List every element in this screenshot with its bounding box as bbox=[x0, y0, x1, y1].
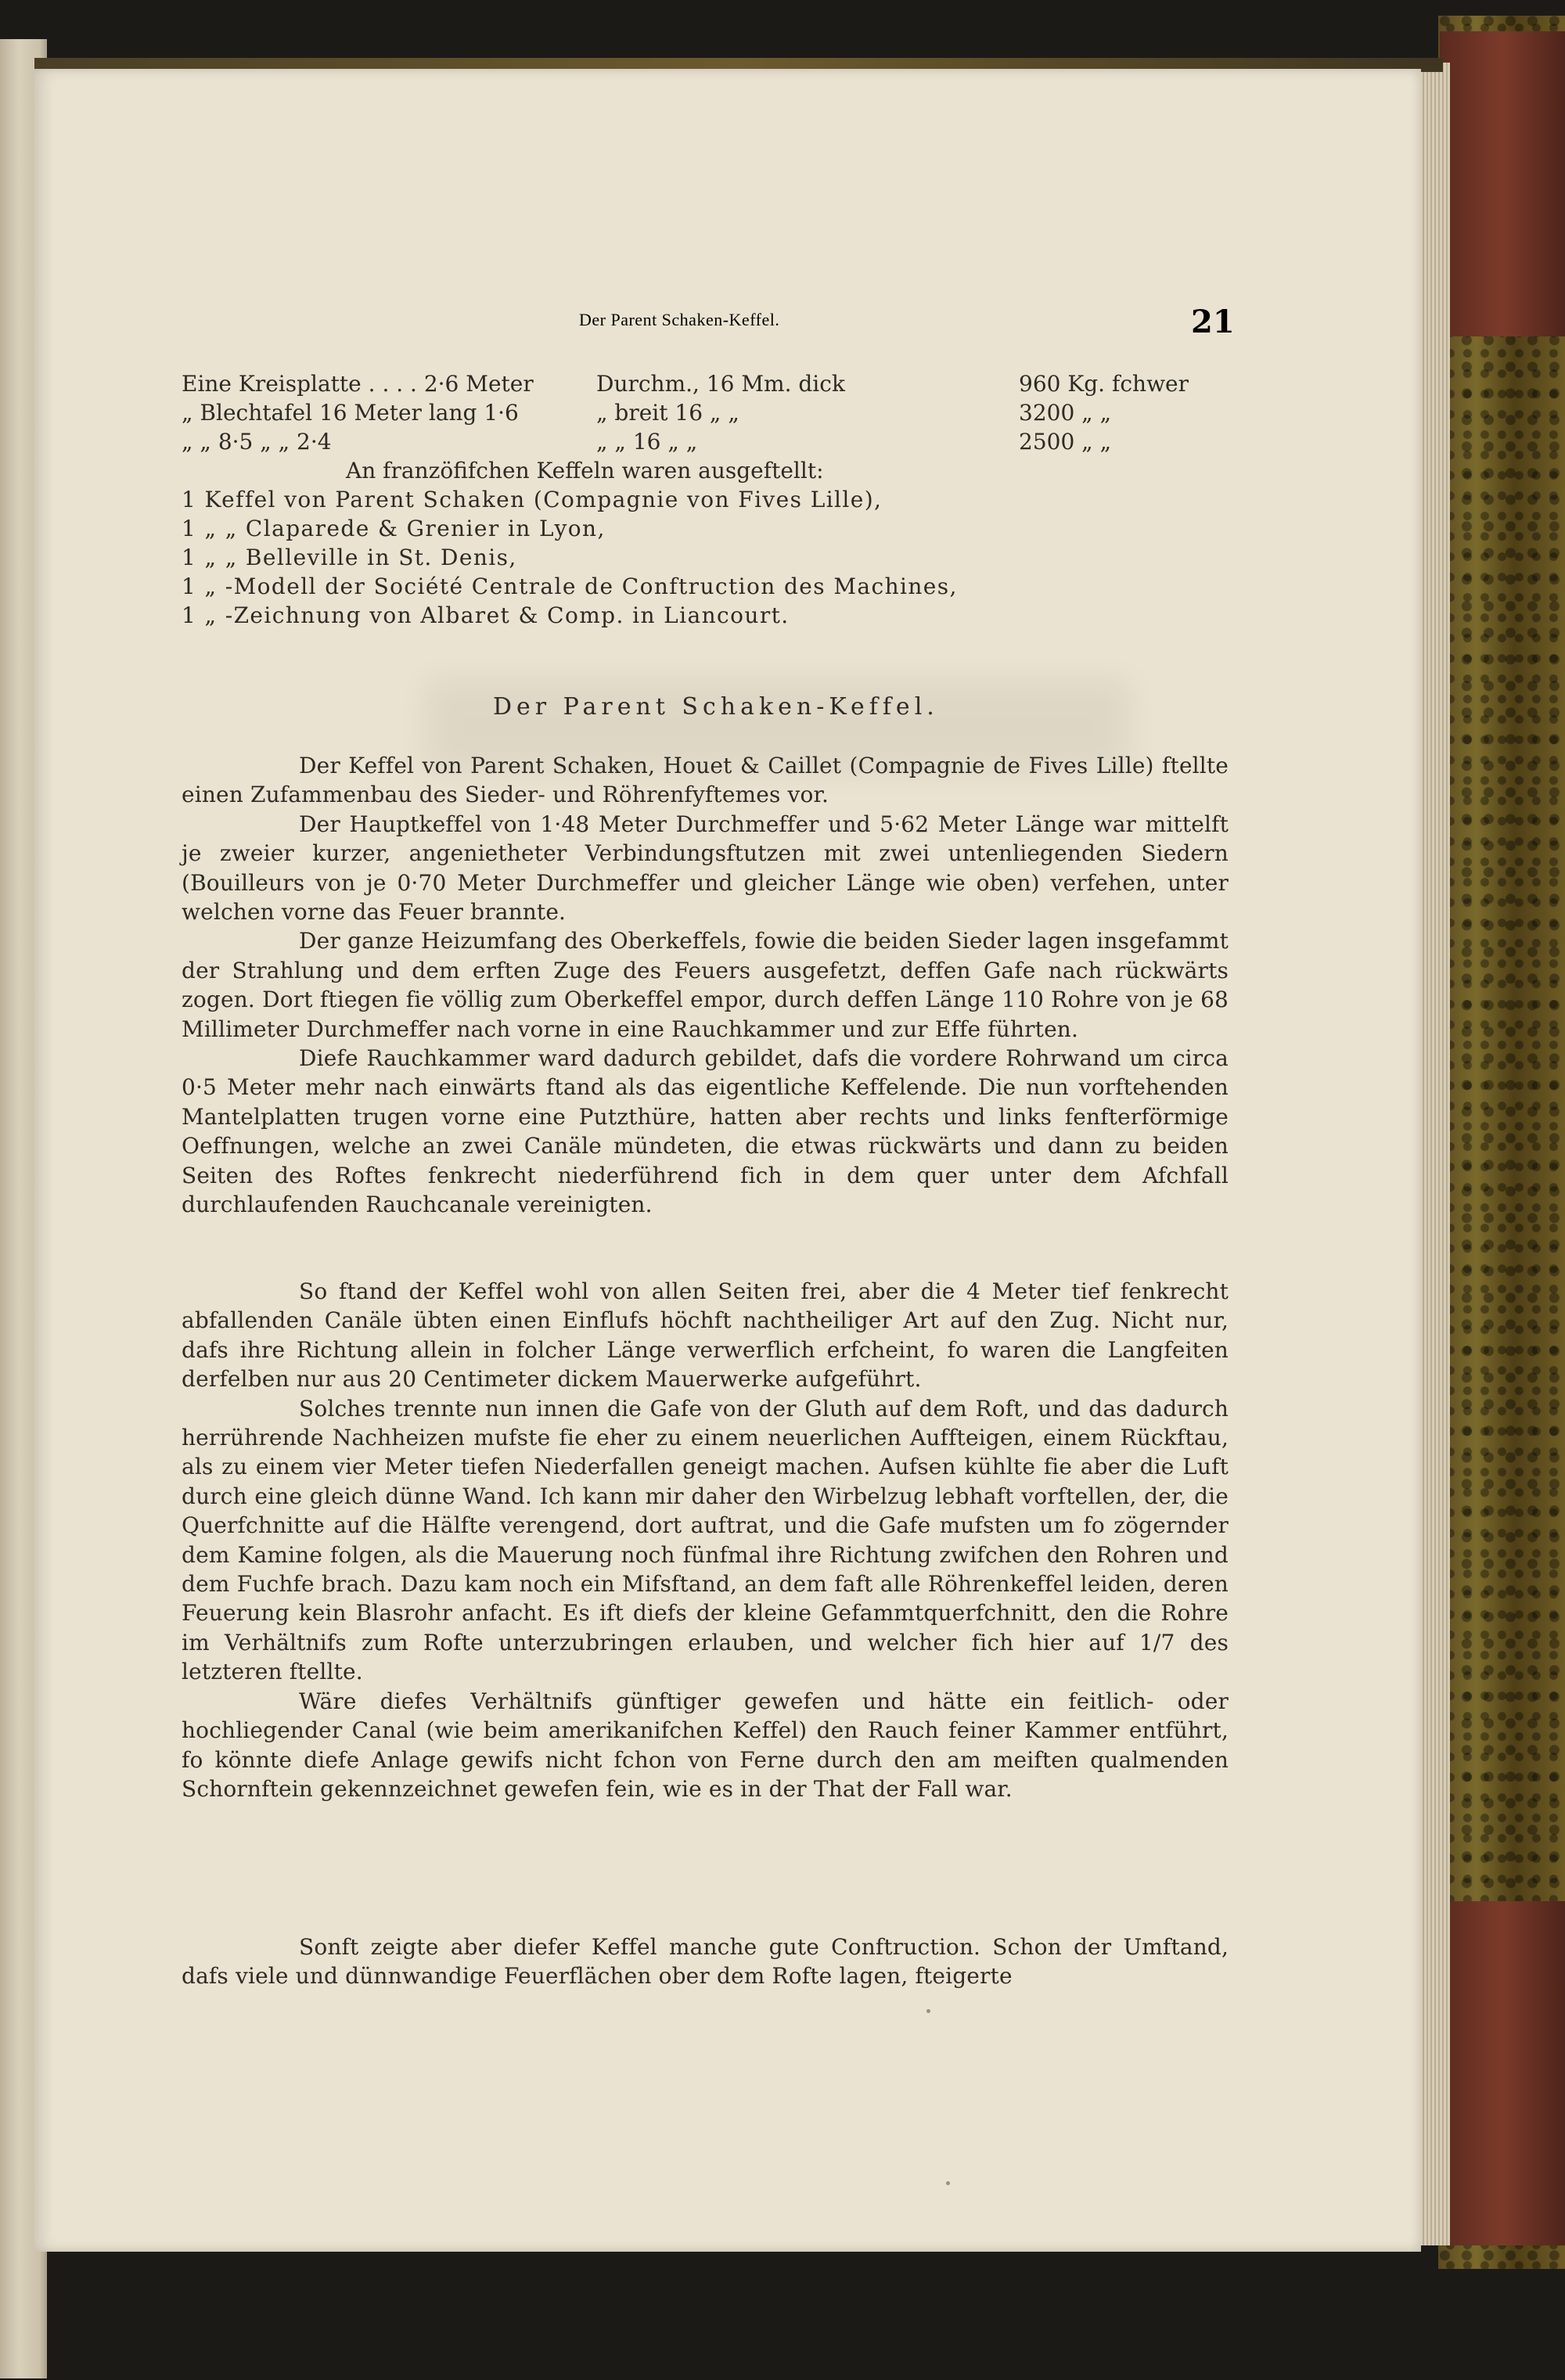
spec-cell: 2500 „ „ bbox=[1019, 429, 1112, 455]
paragraph bbox=[182, 1394, 1229, 1687]
section-title: Der Parent Schaken-Keffel. bbox=[493, 693, 939, 721]
spec-cell: Durchm., 16 Mm. dick bbox=[596, 371, 845, 397]
exhibit-list-item: 1 „ -Modell der Société Centrale de Conftruction des Machines, bbox=[182, 573, 958, 599]
paragraph-text: Solches trennte nun innen die Gafe von der Gluth auf dem Roft, und das dadurch herrührende Nachheizen mufste fie eher zu einem neuerlichen Auffteigen, einem Rückftau, als zu einem vier Meter tiefen Niederfallen geneigt machen. Aufsen kühlte fie aber die Luft durch eine gleich dünne Wand. Ich kann mir daher den Wirbelzug lebhaft vorftellen, der, die Querfchnitte auf die Hälfte verengend, dort auftrat, und die Gafe mufsten um fo zögernder dem Kamine folgen, als die Mauerung noch fünfmal ihre Richtung zwifchen den Rohren und dem Fuchfe brach. Dazu kam noch ein Mifsftand, an dem faft alle Röhrenkeffel leiden, deren Feuerung kein Blasrohr anfacht. Es ift diefs der kleine Gefammtquerfchnitt, den die Rohre im Verhältnifs zum Rofte unterzubringen erlauben, und welcher fich hier auf bbox=[182, 1395, 1229, 1656]
spec-cell: 960 Kg. fchwer bbox=[1019, 371, 1189, 397]
exhibit-intro: An franzöfifchen Keffeln waren ausgeftellt: bbox=[346, 458, 824, 484]
spec-row bbox=[182, 369, 1235, 398]
paragraph: Der Keffel von Parent Schaken, Houet & Caillet (Compagnie de Fives Lille) ftellte einen Zufammenbau des Sieder- und Röhrenfyftemes vor. bbox=[182, 753, 1229, 808]
paragraph: So ftand der Keffel wohl von allen Seiten frei, aber die 4 Meter tief fenkrecht abfallenden Canäle übten einen Einflufs höchft nachtheiliger Art auf den Zug. Nicht nur, dafs ihre Richtung allein in folcher Länge verwerflich erfcheint, fo waren die Langfeiten derfelben nur aus 20 Centimeter dickem Mauerwerke aufgeführt. bbox=[182, 1278, 1229, 1393]
spec-cell: Eine Kreisplatte . . . . 2·6 Meter bbox=[182, 371, 534, 397]
exhibit-list-item: 1 „ -Zeichnung von Albaret & Comp. in Liancourt. bbox=[182, 602, 790, 628]
running-head: Der Parent Schaken-Keffel. bbox=[579, 310, 780, 329]
paper-speck bbox=[946, 2181, 950, 2185]
spec-cell: „ „ 8·5 „ „ 2·4 bbox=[182, 429, 332, 455]
body-block bbox=[182, 751, 1229, 1220]
exhibit-list-item: 1 „ „ Claparede & Grenier in Lyon, bbox=[182, 516, 606, 541]
paragraph-text: des letzteren ftellte. bbox=[182, 1629, 1229, 1685]
exhibit-list-item: 1 Keffel von Parent Schaken (Compagnie von Fives Lille), bbox=[182, 487, 883, 512]
paragraph: Diefe Rauchkammer ward dadurch gebildet, dafs die vordere Rohrwand um circa 0·5 Meter mehr nach einwärts ftand als das eigentliche Keffelende. Die nun vorftehenden Mantelplatten trugen vorne eine Putzthüre, hatten aber rechts und links fenfterförmige Oeffnungen, welche an zwei Canäle mündeten, die etwas rückwärts und dann zu beiden Seiten des Roftes fenkrecht niederführend fich in dem quer unter dem Afchfall durchlaufenden Rauchcanale vereinigten. bbox=[182, 1045, 1229, 1218]
paragraph: Sonft zeigte aber diefer Keffel manche gute Conftruction. Schon der Umftand, dafs viele und dünnwandige Feuerflächen ober dem Rofte lagen, fteigerte bbox=[182, 1934, 1229, 1990]
exhibit-list-item: 1 „ „ Belleville in St. Denis, bbox=[182, 545, 517, 570]
paragraph: Der ganze Heizumfang des Oberkeffels, fowie die beiden Sieder lagen insgefammt der Strahlung und dem erften Zuge des Feuers ausgefetzt, deffen Gafe nach rückwärts zogen. Dort ftiegen fie völlig zum Oberkeffel empor, durch deffen Länge 110 Rohre von je 68 Millimeter Durchmeffer nach vorne in eine Rauchkammer und zur Effe führten. bbox=[182, 928, 1229, 1042]
spec-cell: „ breit 16 „ „ bbox=[596, 400, 739, 426]
paragraph: Der Hauptkeffel von 1·48 Meter Durchmeffer und 5·62 Meter Länge war mittelft je zweier kurzer, angenietheter Verbindungsftutzen mit zwei untenliegenden Siedern (Bouilleurs von je 0·70 Meter Durchmeffer und gleicher Länge wie oben) verfehen, unter welchen vorne das Feuer brannte. bbox=[182, 811, 1229, 926]
fraction: 1/7 bbox=[1139, 1629, 1175, 1656]
spec-cell: „ Blechtafel 16 Meter lang 1·6 bbox=[182, 400, 519, 426]
body-block bbox=[182, 1932, 1229, 1991]
spec-cell: „ „ 16 „ „ bbox=[596, 429, 698, 455]
spec-cell: 3200 „ „ bbox=[1019, 400, 1112, 426]
cover-corner-bottom bbox=[1440, 1901, 1565, 2245]
page-number: 21 bbox=[1191, 304, 1235, 340]
body-block bbox=[182, 1277, 1229, 1803]
spec-table bbox=[182, 369, 1235, 630]
spec-row bbox=[182, 427, 1235, 456]
spec-row bbox=[182, 398, 1235, 427]
cover-corner-top bbox=[1440, 31, 1565, 336]
paragraph: Wäre diefes Verhältnifs günftiger gewefen und hätte ein feitlich- oder hochliegender Canal (wie beim amerikanifchen Keffel) den Rauch feiner Kammer entführt, fo könnte diefe Anlage gewifs nicht fchon von Ferne durch den am meiften qualmenden Schornftein gekennzeichnet gewefen fein, wie es in der That der Fall war. bbox=[182, 1688, 1229, 1802]
paper-speck bbox=[926, 2009, 930, 2013]
